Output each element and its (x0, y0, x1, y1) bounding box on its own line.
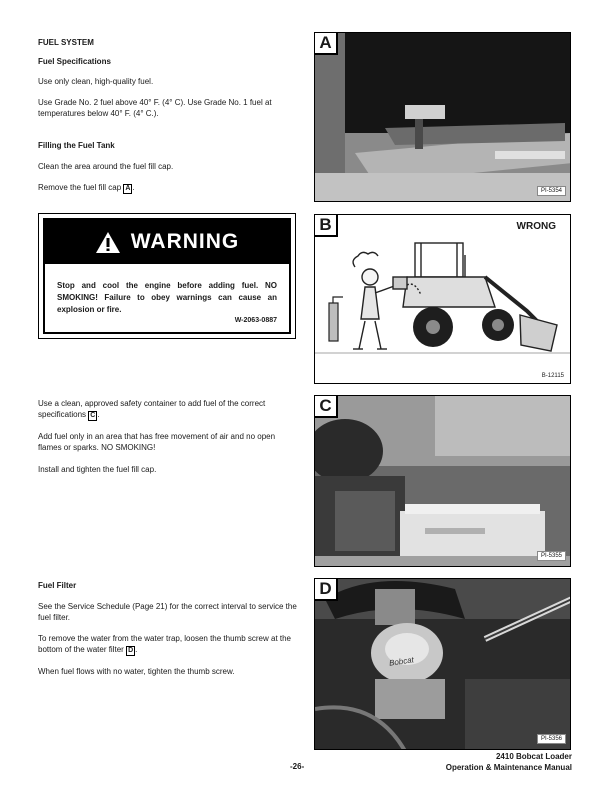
filling-paragraph-1: Clean the area around the fuel fill cap. (38, 162, 174, 171)
figure-d-photo (314, 578, 571, 750)
warning-box (38, 213, 296, 339)
warning-triangle-icon (95, 231, 121, 254)
filling-paragraph-2-end: . (132, 183, 135, 192)
figure-b-wrong-label: WRONG (516, 221, 556, 232)
filling-paragraph-4: Add fuel only in an area that has free movement of air and no open flames or sparks. NO SMOKING! (38, 432, 276, 452)
fuel-specifications-heading: Fuel Specifications (38, 57, 111, 66)
warning-text: Stop and cool the engine before adding fuel. NO SMOKING! Failure to obey warnings can cause an explosion or fire. (57, 281, 277, 314)
footer-model: 2410 Bobcat Loader (495, 752, 572, 761)
warning-banner (45, 220, 289, 264)
filter-paragraph-2-text: To remove the water from the water trap, loosen the thumb screw at the bottom of the water filter (38, 634, 292, 654)
figure-c-photo (314, 395, 571, 567)
fuel-filter-heading: Fuel Filter (38, 581, 77, 590)
figure-d-image (315, 579, 571, 750)
figure-d-letter: D (315, 579, 338, 601)
warning-code: W-2063-0887 (234, 317, 277, 324)
filter-paragraph-2 (38, 633, 300, 656)
filter-paragraph-1: See the Service Schedule (Page 21) for the correct interval to service the fuel filter. (38, 602, 297, 622)
filling-paragraph-3 (38, 398, 300, 421)
figure-c-letter: C (315, 396, 338, 418)
figure-ref-a: A (125, 185, 131, 192)
figure-d-can-label: Bobcat (388, 655, 415, 668)
filling-paragraph-2 (38, 182, 300, 194)
specs-paragraph-1: Use only clean, high-quality fuel. (38, 77, 154, 86)
filling-paragraph-3-end: . (97, 410, 100, 419)
filter-paragraph-3: When fuel flows with no water, tighten the thumb screw. (38, 667, 235, 676)
figure-b-image (315, 215, 571, 384)
warning-title: WARNING (130, 230, 240, 253)
filling-paragraph-5: Install and tighten the fuel fill cap. (38, 465, 157, 474)
filter-paragraph-2-end: . (135, 645, 138, 654)
page-number: -26- (290, 762, 305, 771)
figure-ref-d: D (128, 647, 134, 654)
figure-a-photo (314, 32, 571, 202)
figure-a-code: PI-5354 (537, 186, 566, 196)
figure-a-letter: A (315, 33, 338, 55)
figure-a-image (315, 33, 571, 202)
figure-b-illustration (314, 214, 571, 384)
specs-paragraph-2: Use Grade No. 2 fuel above 40° F. (4° C). Use Grade No. 1 fuel at temperatures below 40° F. (4° C.). (38, 98, 272, 118)
footer-manual-title: Operation & Maintenance Manual (445, 763, 572, 772)
figure-c-code: PI-5355 (537, 551, 566, 561)
figure-d-code: PI-5356 (537, 734, 566, 744)
filling-heading: Filling the Fuel Tank (38, 141, 115, 150)
figure-b-letter: B (315, 215, 338, 237)
section-title: FUEL SYSTEM (38, 38, 94, 47)
figure-ref-c: C (90, 412, 96, 419)
figure-b-code: B-12115 (541, 373, 564, 379)
filling-paragraph-3-text: Use a clean, approved safety container to add fuel of the correct specifications (38, 399, 266, 419)
warning-box-inner (43, 218, 291, 334)
filling-paragraph-2-text: Remove the fuel fill cap (38, 183, 122, 192)
figure-c-image (315, 396, 571, 567)
